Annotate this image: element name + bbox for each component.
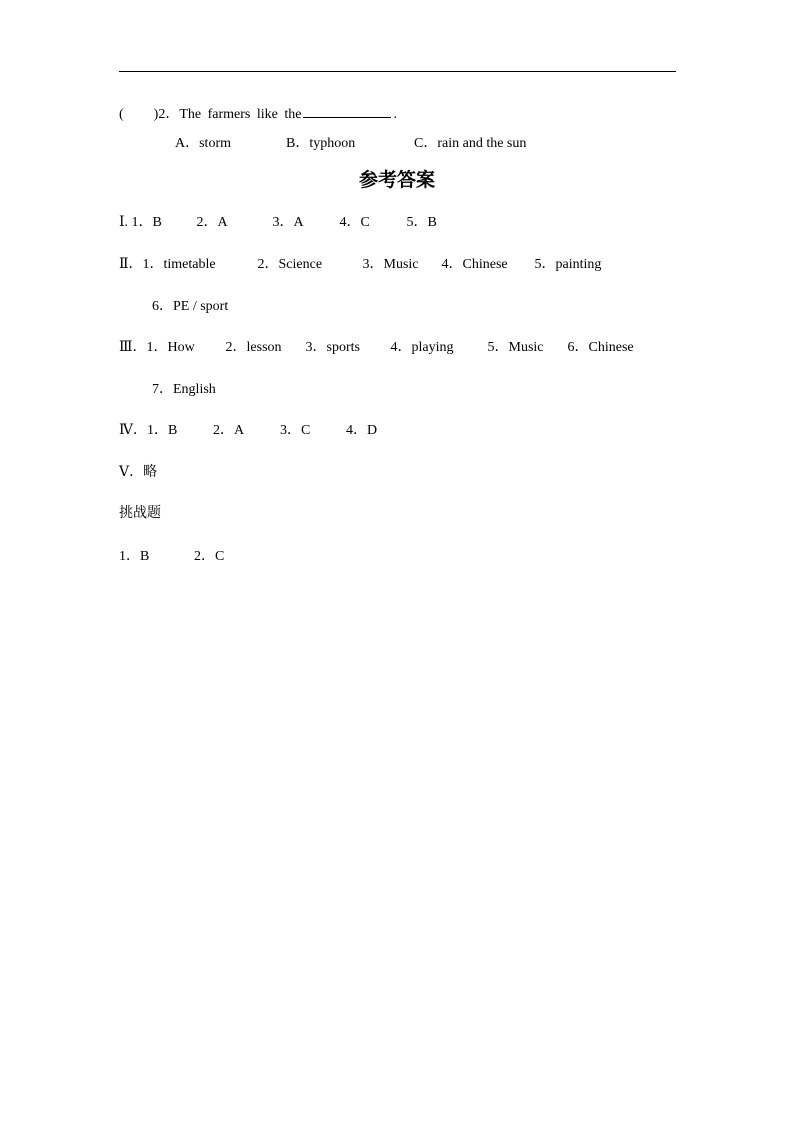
answer-item: 2．C (194, 549, 225, 564)
answer-item: 2．A (213, 423, 245, 438)
answer-item: 3．A (272, 215, 304, 230)
question-2 (119, 104, 397, 124)
answer-item: 6．Chinese (567, 340, 634, 355)
option-a: A．storm (175, 136, 231, 151)
answer-section-4 (119, 422, 377, 440)
answer-section-1 (119, 214, 437, 232)
answer-item: 3．Music (362, 257, 419, 272)
header-rule (119, 71, 676, 72)
answer-section-5 (119, 463, 157, 482)
answer-item: 4．C (339, 215, 370, 230)
answer-item: 1．timetable (142, 257, 216, 272)
answer-item: 1．How (146, 340, 195, 355)
answer-item: 1．B (147, 423, 178, 438)
answer-item: 5．B (406, 215, 437, 230)
answer-item: 4．playing (390, 340, 454, 355)
section-1-label: Ⅰ. (119, 215, 132, 230)
answer-section-3 (119, 339, 634, 357)
option-b: B．typhoon (286, 136, 356, 151)
section-2-label: Ⅱ． (119, 257, 143, 272)
answer-item: 2．A (196, 215, 228, 230)
answer-item: 1．B (131, 215, 162, 230)
answer-blank (303, 104, 391, 118)
answer-item: 5．Music (487, 340, 544, 355)
section-5-label: Ⅴ． (119, 465, 144, 480)
answer-section-2 (119, 256, 601, 274)
question-stem: The farmers like the (179, 107, 302, 122)
answer-item: 2．Science (257, 257, 323, 272)
challenge-answers (119, 548, 224, 566)
answer-item: 5．painting (534, 257, 602, 272)
section-5-text: 略 (143, 464, 158, 480)
answer-item: 4．D (346, 423, 378, 438)
question-paren-close: ) (153, 107, 159, 122)
question-options (175, 135, 526, 153)
section-4-label: Ⅳ． (119, 423, 147, 438)
answer-item: 3．C (280, 423, 311, 438)
question-end-punct: . (393, 107, 397, 122)
answer-section-3-line-2 (152, 381, 216, 399)
question-paren-open: ( (119, 107, 124, 122)
answer-item: 2．lesson (225, 340, 282, 355)
answer-item: 7．English (152, 382, 216, 397)
challenge-label: 挑战题 (119, 505, 161, 521)
answer-key-title: 参考答案 (358, 169, 435, 191)
question-number: 2． (158, 107, 180, 122)
option-c: C．rain and the sun (414, 136, 527, 151)
answer-item: 6．PE / sport (152, 299, 229, 314)
answer-item: 3．sports (305, 340, 360, 355)
answer-item: 4．Chinese (441, 257, 508, 272)
answer-section-2-line-2 (152, 298, 228, 316)
answer-item: 1．B (119, 549, 150, 564)
section-3-label: Ⅲ． (119, 340, 147, 355)
